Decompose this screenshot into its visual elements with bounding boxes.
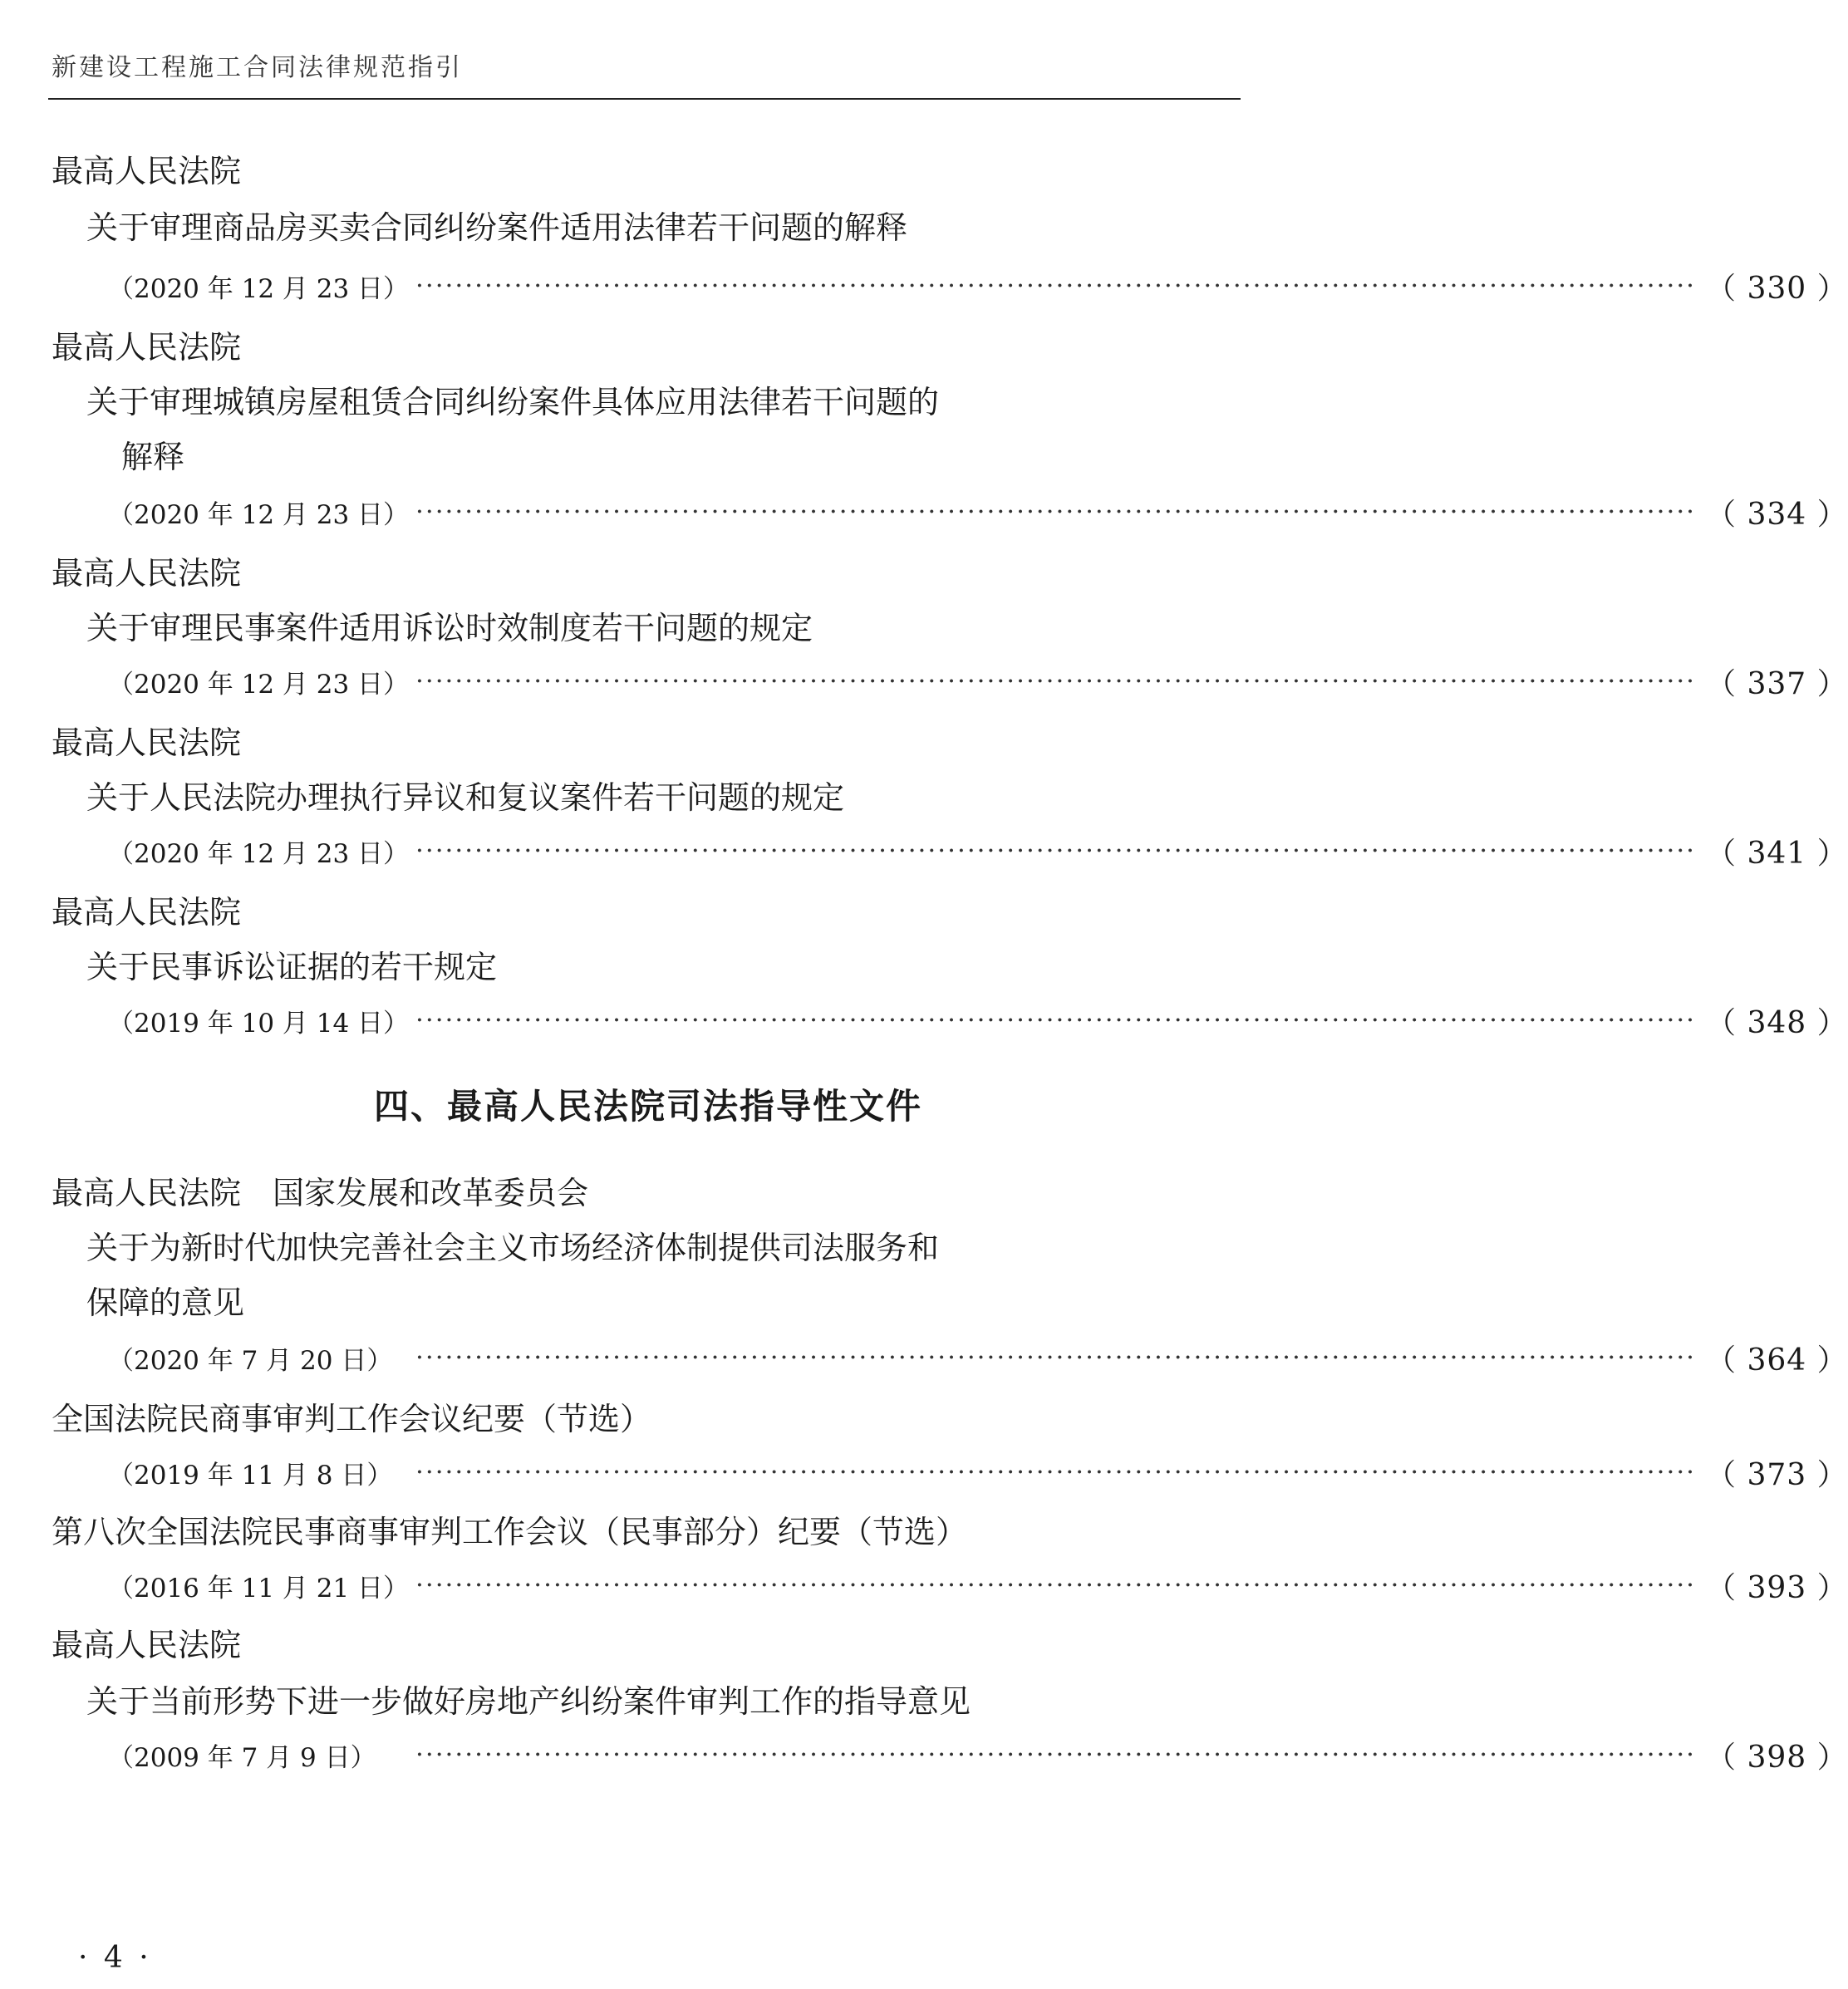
toc-entry-title[interactable]: 全国法院民商事审判工作会议纪要（节选） [52,1401,652,1437]
toc-entry-title[interactable]: 关于民事诉讼证据的若干规定 [86,949,498,985]
dot-leader: ·································································································································· [415,1457,1697,1487]
toc-page-number[interactable]: （ 364 ） [1706,1343,1848,1378]
dot-leader: ·································································································································· [415,666,1697,696]
toc-entry-date: （2016 年 11 月 21 日） [108,1574,410,1603]
toc-page-number[interactable]: （ 341 ） [1706,837,1848,871]
toc-page-number[interactable]: （ 393 ） [1706,1571,1848,1605]
page-number: · 4 · [78,1941,152,1975]
toc-entry-meta [108,1569,1848,1608]
toc-entry-date: （2019 年 11 月 8 日） [108,1461,393,1491]
toc-entry-date: （2020 年 7 月 20 日） [108,1346,393,1376]
toc-entry-title-continued[interactable]: 保障的意见 [86,1284,245,1321]
toc-entry-title[interactable]: 关于为新时代加快完善社会主义市场经济体制提供司法服务和 [86,1230,940,1266]
toc-issuer: 最高人民法院 [52,1627,242,1663]
toc-entry-meta [108,834,1848,874]
toc-page-number[interactable]: （ 373 ） [1706,1458,1848,1492]
dot-leader: ·································································································································· [415,1740,1697,1770]
toc-issuer: 最高人民法院 [52,894,242,931]
toc-entry-date: （2009 年 7 月 9 日） [108,1743,376,1773]
toc-issuer: 最高人民法院 [52,724,242,761]
toc-entry-title[interactable]: 关于当前形势下进一步做好房地产纠纷案件审判工作的指导意见 [86,1683,971,1720]
toc-page-number[interactable]: （ 337 ） [1706,667,1848,701]
toc-entry-meta [108,269,1848,309]
dot-leader: ·································································································································· [415,1343,1697,1373]
dot-leader: ·································································································································· [415,1005,1697,1035]
section-heading: 四、最高人民法院司法指导性文件 [373,1086,922,1127]
toc-issuer: 最高人民法院 [52,153,242,189]
toc-entry-meta [108,1341,1848,1381]
dot-leader: ·································································································································· [415,1570,1697,1600]
toc-issuer: 最高人民法院 [52,555,242,592]
toc-issuer: 最高人民法院 [52,329,242,366]
running-header: 新建设工程施工合同法律规范指引 [52,53,463,82]
toc-page-number[interactable]: （ 348 ） [1706,1006,1848,1040]
toc-entry-title[interactable]: 关于审理商品房买卖合同纠纷案件适用法律若干问题的解释 [86,209,908,246]
toc-entry-date: （2020 年 12 月 23 日） [108,839,410,869]
toc-page-number[interactable]: （ 398 ） [1706,1741,1848,1775]
toc-entry-meta [108,1004,1848,1044]
toc-issuer: 最高人民法院 国家发展和改革委员会 [52,1175,589,1211]
toc-entry-title[interactable]: 关于人民法院办理执行异议和复议案件若干问题的规定 [86,779,845,816]
toc-entry-date: （2020 年 12 月 23 日） [108,274,410,304]
dot-leader: ·································································································································· [415,836,1697,866]
header-divider [48,98,1241,100]
toc-entry-date: （2020 年 12 月 23 日） [108,670,410,700]
toc-entry-title-continued[interactable]: 解释 [121,439,185,475]
dot-leader: ·································································································································· [415,271,1697,301]
toc-entry-meta [108,1456,1848,1495]
toc-entry-date: （2019 年 10 月 14 日） [108,1009,410,1039]
toc-entry-title[interactable]: 第八次全国法院民事商事审判工作会议（民事部分）纪要（节选） [52,1514,968,1550]
dot-leader: ·································································································································· [415,497,1697,527]
toc-entry-title[interactable]: 关于审理民事案件适用诉讼时效制度若干问题的规定 [86,610,813,646]
toc-page-number[interactable]: （ 334 ） [1706,498,1848,532]
toc-entry-meta [108,665,1848,705]
toc-entry-title[interactable]: 关于审理城镇房屋租赁合同纠纷案件具体应用法律若干问题的 [86,384,940,420]
toc-entry-meta [108,495,1848,535]
toc-entry-date: （2020 年 12 月 23 日） [108,500,410,530]
toc-page-number[interactable]: （ 330 ） [1706,272,1848,306]
toc-entry-meta [108,1738,1848,1778]
